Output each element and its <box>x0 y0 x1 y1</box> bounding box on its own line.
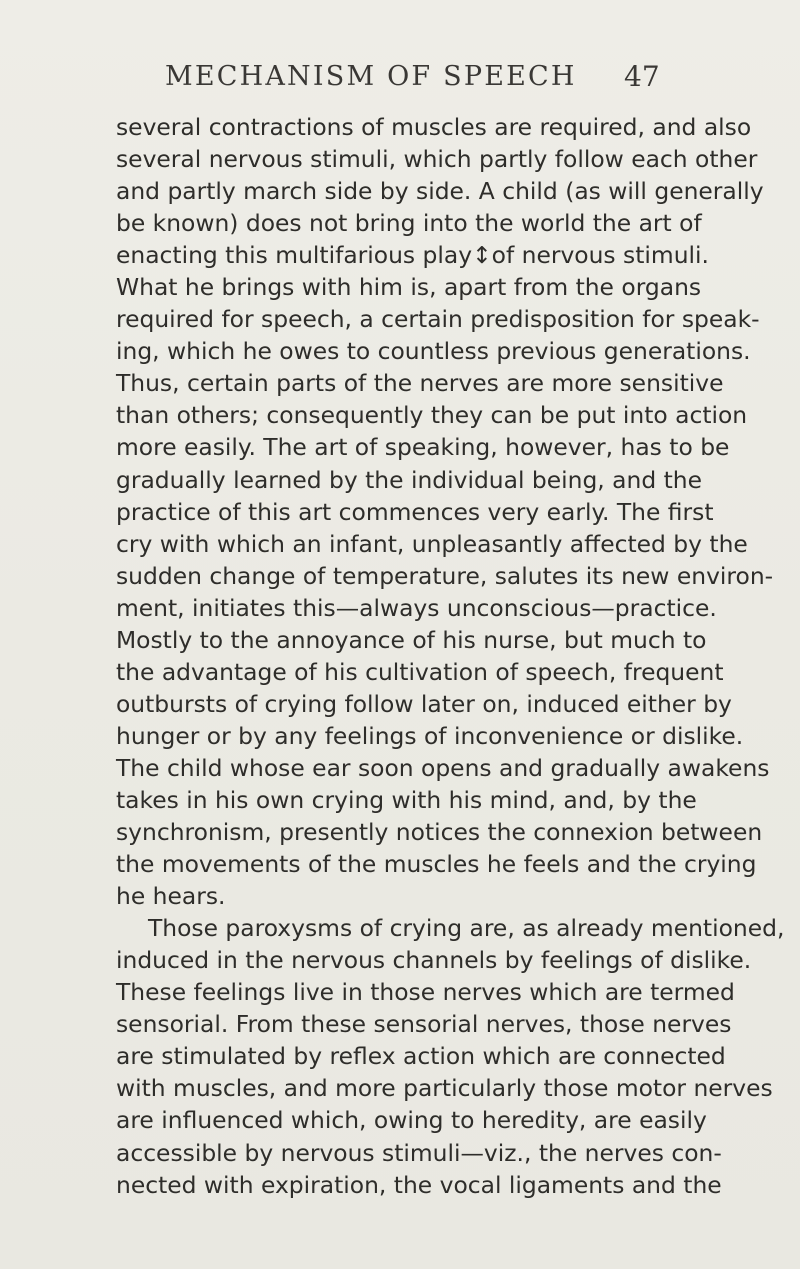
text-line: than others; consequently they can be put into action <box>116 401 748 430</box>
text-line: are influenced which, owing to heredity, are easily <box>116 1106 707 1135</box>
text-line: practice of this art commences very early. The first <box>116 497 714 526</box>
text-line: Thus, certain parts of the nerves are more sensitive <box>116 369 724 398</box>
text-line: be known) does not bring into the world the art of <box>116 209 702 238</box>
text-line: Mostly to the annoyance of his nurse, but much to <box>116 625 707 654</box>
text-line: cry with which an infant, unpleasantly affected by the <box>116 529 748 558</box>
body-text <box>116 111 785 1201</box>
text-line: accessible by nervous stimuli—viz., the nerves con- <box>116 1138 722 1167</box>
paragraph-start-line: Those paroxysms of crying are, as already mentioned, <box>148 914 785 943</box>
text-line: he hears. <box>116 882 226 911</box>
page-header <box>0 60 800 100</box>
text-line: several nervous stimuli, which partly follow each other <box>116 145 758 174</box>
text-line: takes in his own crying with his mind, and, by the <box>116 785 697 814</box>
text-line: outbursts of crying follow later on, induced either by <box>116 689 732 718</box>
text-line: What he brings with him is, apart from the organs <box>116 273 702 302</box>
text-line: enacting this multifarious play↕of nervous stimuli. <box>116 241 709 270</box>
text-line: synchronism, presently notices the connexion between <box>116 818 763 847</box>
text-line: required for speech, a certain predisposition for speak- <box>116 305 760 334</box>
text-line: the advantage of his cultivation of speech, frequent <box>116 657 724 686</box>
text-line: hunger or by any feelings of inconvenience or dislike. <box>116 721 744 750</box>
text-line: ment, initiates this—always unconscious—practice. <box>116 593 717 622</box>
text-line: gradually learned by the individual being, and the <box>116 465 703 494</box>
running-head: MECHANISM OF SPEECH <box>165 61 577 92</box>
text-line: with muscles, and more particularly those motor nerves <box>116 1074 773 1103</box>
page-number: 47 <box>624 60 660 93</box>
text-line: sensorial. From these sensorial nerves, those nerves <box>116 1010 732 1039</box>
text-line: and partly march side by side. A child (as will generally <box>116 177 764 206</box>
text-line: more easily. The art of speaking, however, has to be <box>116 433 730 462</box>
text-line: sudden change of temperature, salutes its new environ- <box>116 561 774 590</box>
text-line: nected with expiration, the vocal ligaments and the <box>116 1170 722 1199</box>
text-line: ing, which he owes to countless previous generations. <box>116 337 751 366</box>
text-line: These feelings live in those nerves which are termed <box>116 978 735 1007</box>
text-line: the movements of the muscles he feels and the crying <box>116 850 757 879</box>
text-line: induced in the nervous channels by feelings of dislike. <box>116 946 752 975</box>
text-line: The child whose ear soon opens and gradually awakens <box>116 753 770 782</box>
text-line: are stimulated by reflex action which are connected <box>116 1042 726 1071</box>
text-line: several contractions of muscles are required, and also <box>116 113 752 141</box>
